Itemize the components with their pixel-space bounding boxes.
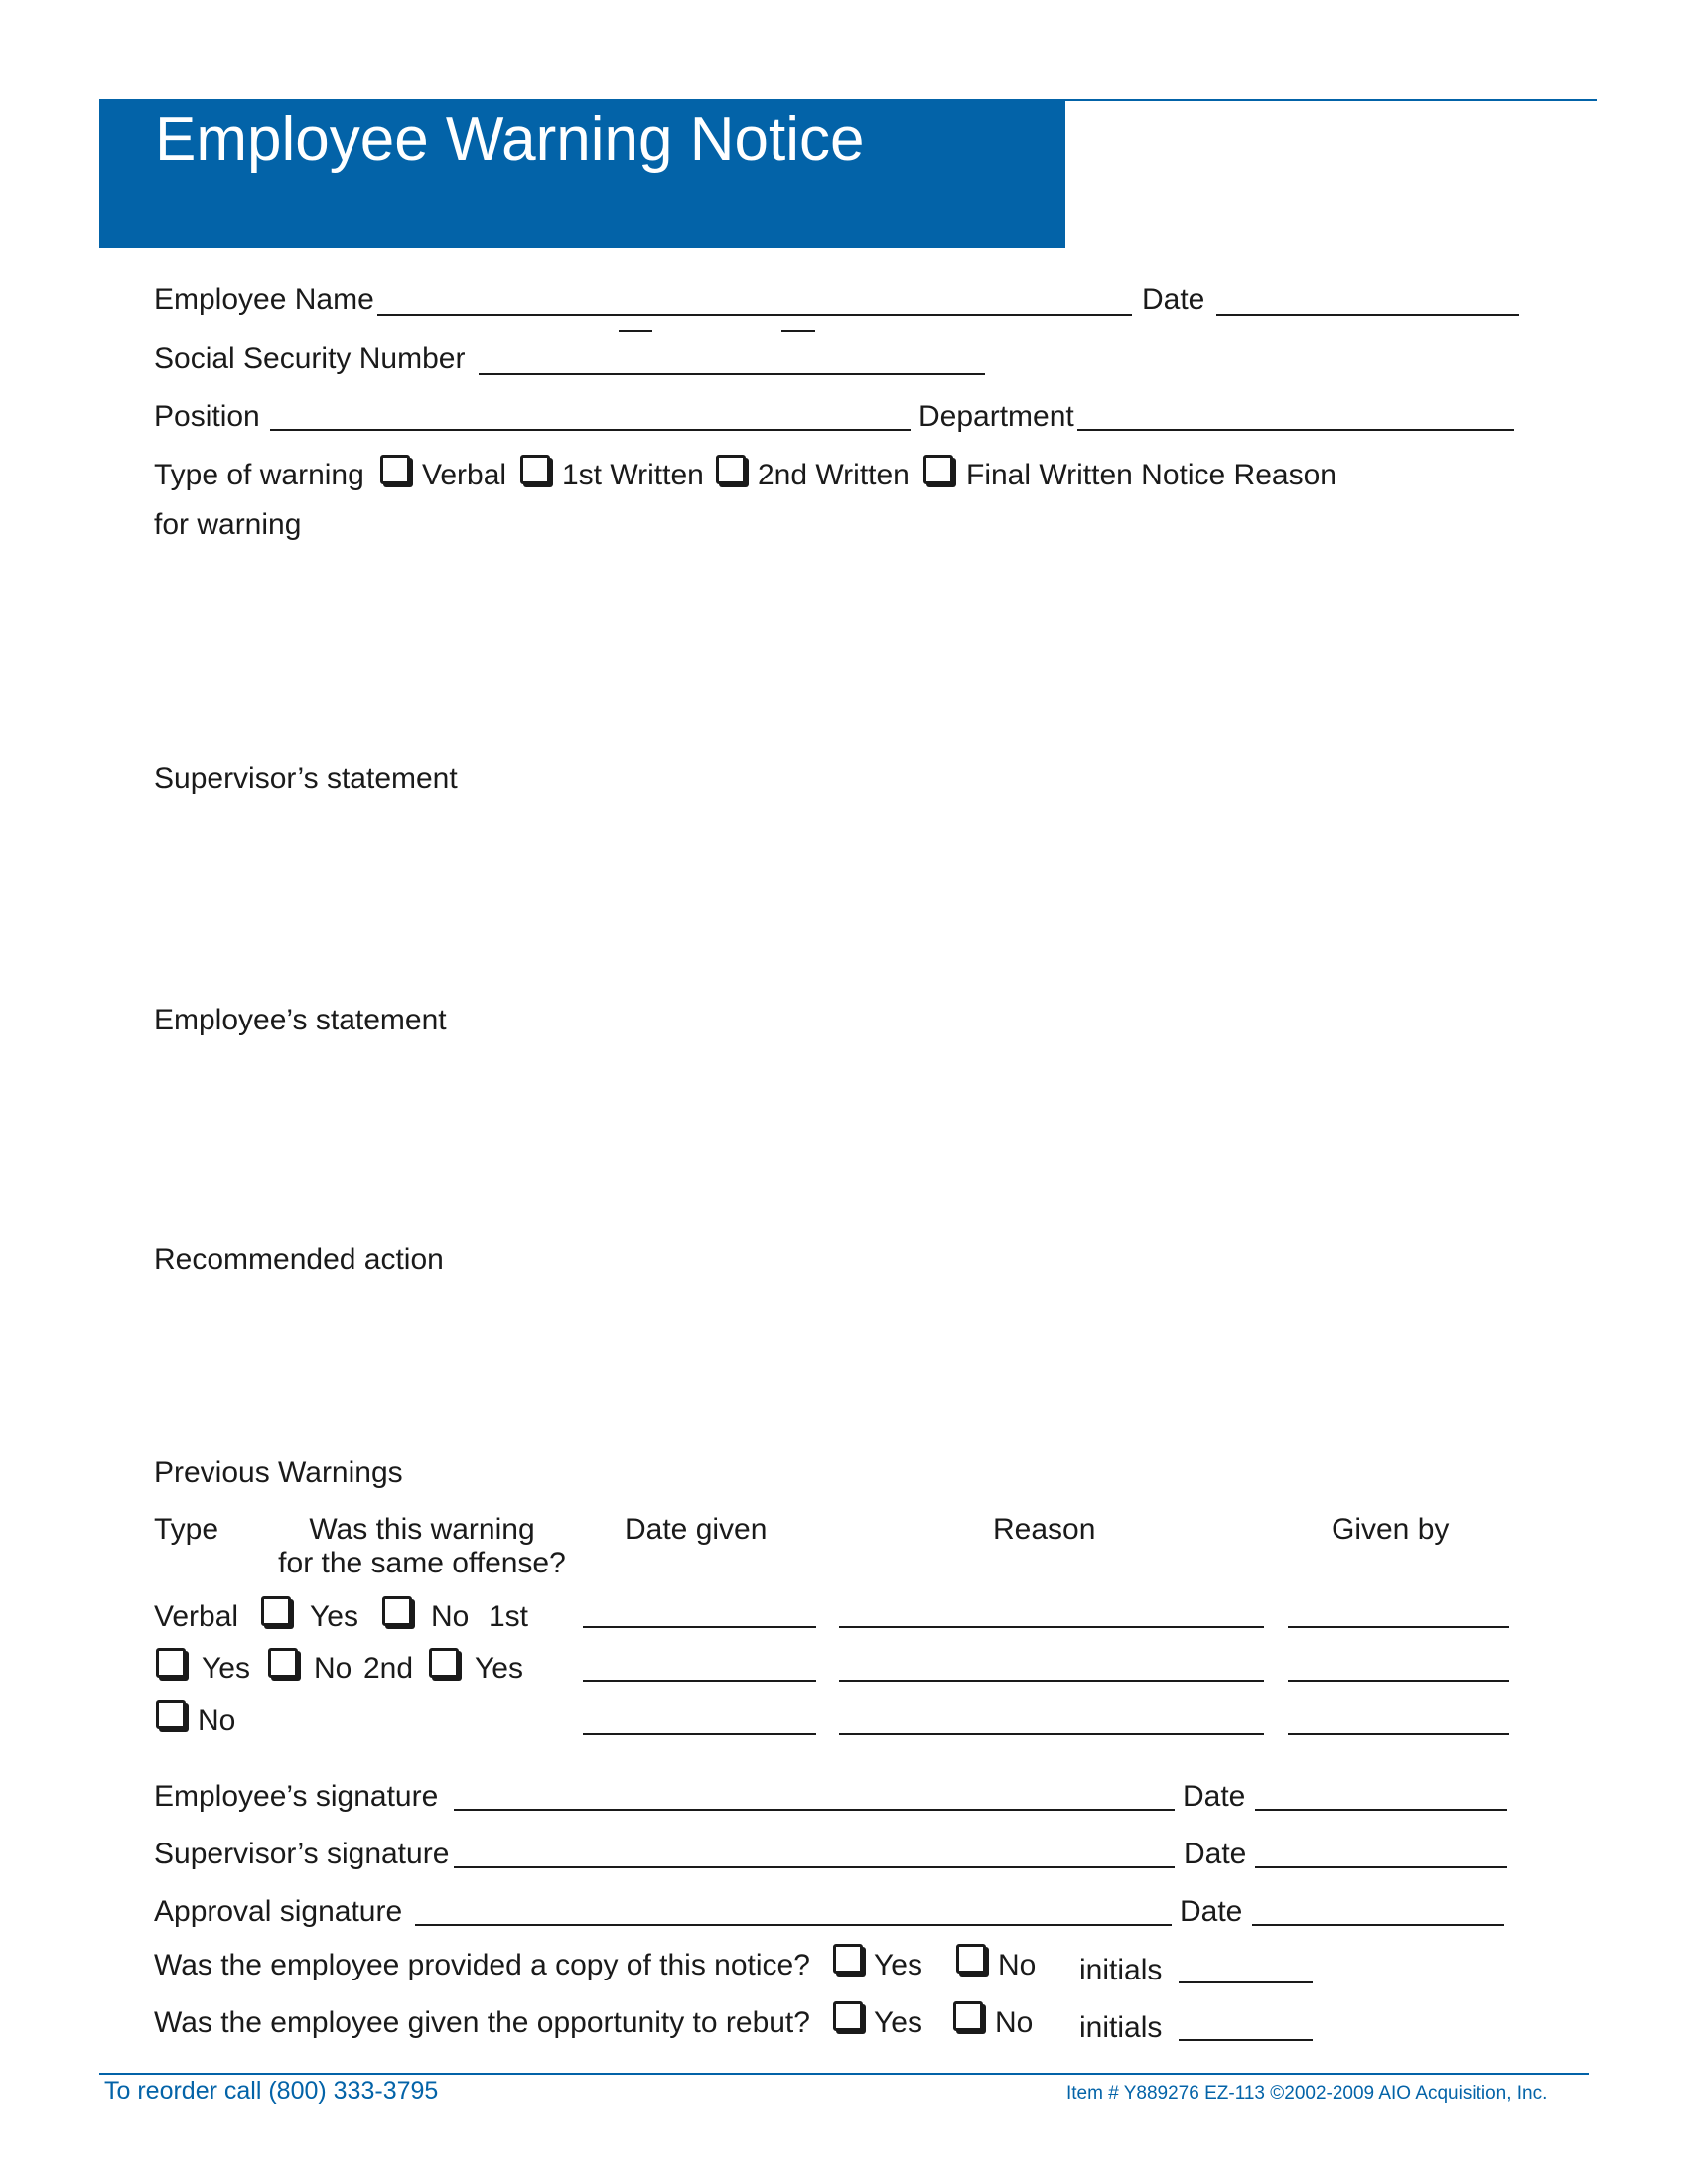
no-label: No — [431, 1600, 470, 1633]
first-written-label: 1st Written — [562, 459, 704, 491]
date-label: Date — [1180, 1895, 1243, 1928]
given-by-field[interactable] — [1288, 1733, 1509, 1735]
initials-label: initials — [1079, 2011, 1163, 2044]
final-written-checkbox[interactable] — [923, 455, 953, 484]
supervisor-signature-date-field[interactable] — [1255, 1866, 1507, 1868]
verbal-same-yes-checkbox[interactable] — [261, 1596, 291, 1626]
supervisor-statement-label: Supervisor’s statement — [154, 762, 458, 795]
employee-name-label: Employee Name — [154, 283, 374, 316]
copy-initials-field[interactable] — [1179, 1981, 1313, 1983]
employee-signature-date-field[interactable] — [1255, 1809, 1507, 1811]
position-field[interactable] — [270, 429, 911, 431]
copy-no-checkbox[interactable] — [956, 1944, 986, 1974]
given-by-field[interactable] — [1288, 1680, 1509, 1682]
no-label: No — [998, 1949, 1037, 1981]
verbal-label: Verbal — [422, 459, 507, 491]
supervisor-signature-label: Supervisor’s signature — [154, 1838, 450, 1870]
yes-label: Yes — [874, 1949, 922, 1981]
yes-label: Yes — [475, 1652, 523, 1685]
supervisor-signature-field[interactable] — [454, 1866, 1175, 1868]
row-1st-label: 1st — [489, 1600, 529, 1633]
page-title: Employee Warning Notice — [155, 105, 865, 174]
given-by-field[interactable] — [1288, 1626, 1509, 1628]
rebut-yes-checkbox[interactable] — [833, 2001, 863, 2031]
first-same-no-checkbox[interactable] — [268, 1648, 298, 1678]
header-rule — [1065, 99, 1597, 101]
footer-rule — [99, 2073, 1589, 2075]
approval-signature-date-field[interactable] — [1252, 1924, 1504, 1926]
no-label: No — [198, 1705, 236, 1737]
date-given-field[interactable] — [583, 1680, 816, 1682]
ssn-field[interactable] — [479, 373, 985, 375]
employee-signature-label: Employee’s signature — [154, 1780, 439, 1813]
ssn-separator — [781, 330, 815, 332]
rebut-no-checkbox[interactable] — [953, 2001, 983, 2031]
col-header-given-by: Given by — [1332, 1513, 1450, 1546]
col-header-type: Type — [154, 1513, 219, 1546]
copy-question: Was the employee provided a copy of this notice? — [154, 1949, 810, 1981]
final-written-label: Final Written Notice Reason — [966, 459, 1336, 491]
reason-field[interactable] — [839, 1680, 1264, 1682]
item-copyright-text: Item # Y889276 EZ-113 ©2002-2009 AIO Acquisition, Inc. — [1066, 2083, 1548, 2104]
rebut-initials-field[interactable] — [1179, 2039, 1313, 2041]
reorder-text: To reorder call (800) 333-3795 — [104, 2077, 439, 2105]
date-given-field[interactable] — [583, 1626, 816, 1628]
col-header-same-offense-line1: Was this warning — [309, 1513, 535, 1546]
second-same-yes-checkbox[interactable] — [429, 1648, 459, 1678]
reason-field[interactable] — [839, 1626, 1264, 1628]
date-label: Date — [1142, 283, 1205, 316]
col-header-same-offense — [268, 1513, 576, 1580]
for-warning-label: for warning — [154, 508, 302, 541]
approval-signature-field[interactable] — [415, 1924, 1172, 1926]
date-label: Date — [1183, 1780, 1246, 1813]
col-header-same-offense-line2: for the same offense? — [278, 1547, 566, 1579]
verbal-checkbox[interactable] — [380, 455, 410, 484]
title-banner — [99, 99, 1065, 248]
date-given-field[interactable] — [583, 1733, 816, 1735]
second-written-checkbox[interactable] — [716, 455, 746, 484]
yes-label: Yes — [874, 2006, 922, 2039]
employee-name-field[interactable] — [377, 314, 1132, 316]
first-same-yes-checkbox[interactable] — [156, 1648, 186, 1678]
ssn-separator — [619, 330, 652, 332]
row-2nd-label: 2nd — [363, 1652, 414, 1685]
second-same-no-checkbox[interactable] — [156, 1700, 186, 1729]
col-header-reason: Reason — [993, 1513, 1096, 1546]
yes-label: Yes — [310, 1600, 358, 1633]
recommended-action-label: Recommended action — [154, 1243, 444, 1276]
department-field[interactable] — [1077, 429, 1514, 431]
copy-yes-checkbox[interactable] — [833, 1944, 863, 1974]
ssn-label: Social Security Number — [154, 342, 466, 375]
date-label: Date — [1184, 1838, 1247, 1870]
reason-field[interactable] — [839, 1733, 1264, 1735]
date-field[interactable] — [1216, 314, 1519, 316]
employee-signature-field[interactable] — [454, 1809, 1175, 1811]
initials-label: initials — [1079, 1954, 1163, 1986]
employee-statement-label: Employee’s statement — [154, 1004, 447, 1036]
col-header-date-given: Date given — [625, 1513, 768, 1546]
previous-warnings-heading: Previous Warnings — [154, 1456, 403, 1489]
first-written-checkbox[interactable] — [520, 455, 550, 484]
rebut-question: Was the employee given the opportunity to rebut? — [154, 2006, 810, 2039]
type-of-warning-label: Type of warning — [154, 459, 364, 491]
no-label: No — [314, 1652, 352, 1685]
approval-signature-label: Approval signature — [154, 1895, 403, 1928]
yes-label: Yes — [202, 1652, 250, 1685]
position-label: Position — [154, 400, 260, 433]
verbal-same-no-checkbox[interactable] — [382, 1596, 412, 1626]
second-written-label: 2nd Written — [758, 459, 910, 491]
no-label: No — [995, 2006, 1034, 2039]
department-label: Department — [918, 400, 1074, 433]
row-verbal-label: Verbal — [154, 1600, 239, 1633]
